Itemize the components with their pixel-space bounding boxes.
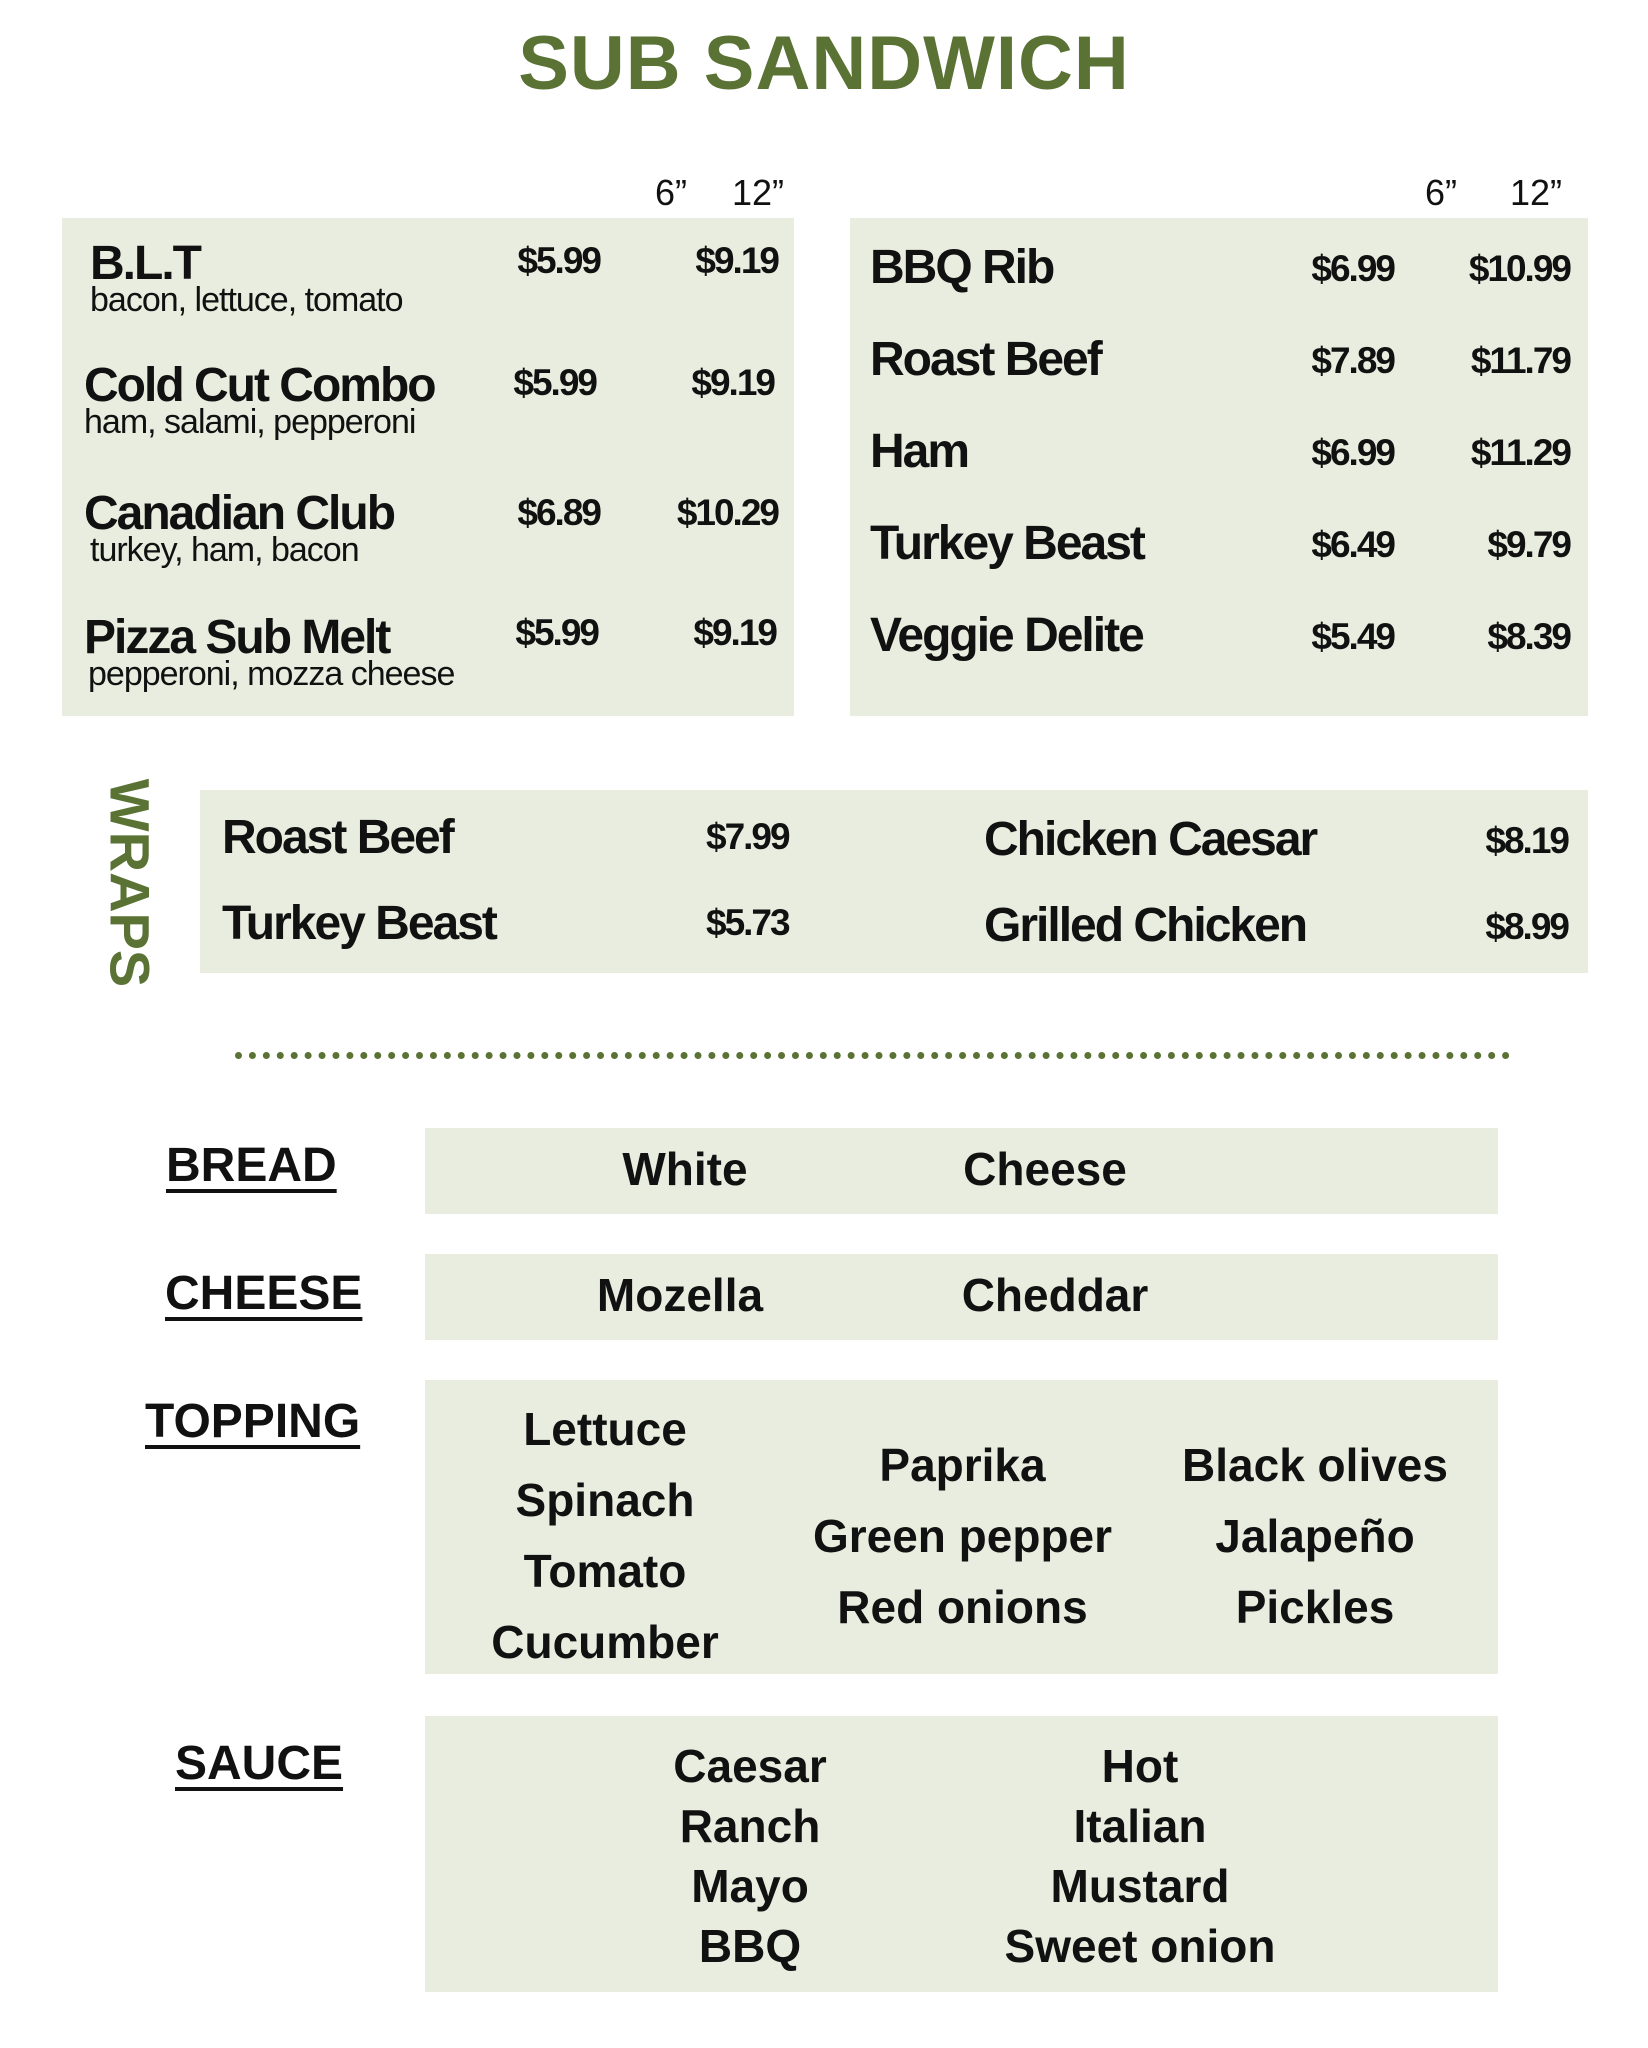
- sub-item-name: Veggie Delite: [870, 609, 1143, 662]
- price-6in: $6.99: [1311, 248, 1394, 289]
- price-12in: $9.19: [695, 240, 778, 281]
- topping-option: Red onions: [837, 1581, 1088, 1633]
- topping-option: Pickles: [1235, 1581, 1395, 1633]
- sub-item-desc: turkey, ham, bacon: [90, 531, 359, 569]
- topping-panel: [425, 1380, 1498, 1674]
- size-header-12in: 12”: [732, 172, 785, 213]
- price-12in: $10.29: [676, 492, 778, 533]
- sub-item-name: B.L.T: [90, 237, 200, 290]
- wrap-item-price: $7.99: [706, 816, 789, 857]
- sub-item: [84, 486, 394, 570]
- price-6in: $5.99: [515, 612, 598, 653]
- wrap-item-price: $8.99: [1485, 906, 1568, 947]
- wrap-item-name: Chicken Caesar: [984, 813, 1317, 866]
- wraps-label-text: WRAPS: [98, 778, 162, 988]
- price-6in: $5.49: [1311, 616, 1394, 657]
- sauce-option: Italian: [1073, 1800, 1207, 1852]
- wrap-item-name: Turkey Beast: [222, 897, 496, 950]
- sub-item-name: Pizza Sub Melt: [84, 611, 390, 664]
- topping-option: Black olives: [1182, 1439, 1448, 1491]
- wraps-label: [60, 778, 200, 988]
- sauce-panel: [425, 1716, 1498, 1992]
- topping-column-3: [1170, 1430, 1460, 1643]
- price-12in: $9.19: [691, 362, 774, 403]
- sub-item-desc: bacon, lettuce, tomato: [90, 281, 403, 319]
- topping-option: Paprika: [879, 1439, 1046, 1491]
- bread-label: BREAD: [166, 1139, 337, 1192]
- sub-item: [90, 236, 403, 320]
- sub-item-desc: ham, salami, pepperoni: [84, 403, 416, 441]
- subs-right-panel: [850, 218, 1588, 716]
- price-6in: $6.99: [1311, 432, 1394, 473]
- price-12in: $9.19: [693, 612, 776, 653]
- wrap-item-price: $5.73: [706, 902, 789, 943]
- dotted-divider: [235, 1052, 1510, 1059]
- page-title: SUB SANDWICH: [518, 21, 1130, 106]
- price-12in: $10.99: [1468, 248, 1570, 289]
- sub-item: [84, 610, 454, 694]
- sub-item-name: Roast Beef: [870, 333, 1101, 386]
- sauce-option: Mayo: [691, 1860, 809, 1912]
- price-6in: $6.89: [517, 492, 600, 533]
- topping-option: Green pepper: [812, 1510, 1113, 1562]
- cheese-label: CHEESE: [165, 1267, 363, 1320]
- wrap-item-price: $8.19: [1485, 820, 1568, 861]
- wraps-panel: [200, 790, 1588, 973]
- sauce-option: Ranch: [679, 1800, 821, 1852]
- topping-option: Tomato: [523, 1545, 687, 1597]
- sauce-option: Mustard: [1050, 1860, 1230, 1912]
- cheese-option: Cheddar: [961, 1269, 1149, 1321]
- topping-option: Jalapeño: [1215, 1510, 1415, 1562]
- topping-column-2: [800, 1430, 1125, 1643]
- cheese-option: Mozella: [596, 1269, 764, 1321]
- topping-option: Spinach: [515, 1474, 695, 1526]
- bread-option: White: [622, 1143, 748, 1195]
- topping-option: Cucumber: [491, 1616, 719, 1668]
- size-header-12in-right: 12”: [1510, 172, 1563, 213]
- sauce-label: SAUCE: [175, 1737, 344, 1790]
- price-6in: $7.89: [1311, 340, 1394, 381]
- sub-item-name: Canadian Club: [84, 487, 395, 540]
- price-6in: $6.49: [1311, 524, 1394, 565]
- price-12in: $8.39: [1487, 616, 1570, 657]
- topping-column-1: [480, 1394, 730, 1678]
- sub-item-name: Cold Cut Combo: [84, 359, 435, 412]
- sub-item: [84, 358, 435, 442]
- sub-item-desc: pepperoni, mozza cheese: [88, 655, 455, 693]
- sauce-option: Caesar: [673, 1740, 827, 1792]
- price-12in: $11.79: [1470, 340, 1570, 381]
- sub-item-name: BBQ Rib: [870, 241, 1054, 294]
- price-12in: $11.29: [1470, 432, 1570, 473]
- price-6in: $5.99: [517, 240, 600, 281]
- wrap-item-name: Roast Beef: [222, 811, 453, 864]
- sauce-option: Hot: [1101, 1740, 1179, 1792]
- sub-item-name: Ham: [870, 425, 969, 478]
- sauce-column-1: [650, 1736, 850, 1976]
- topping-label: TOPPING: [145, 1395, 361, 1448]
- topping-option: Lettuce: [523, 1403, 687, 1455]
- size-header-6in-right: 6”: [1425, 172, 1458, 213]
- cheese-panel: [425, 1254, 1498, 1340]
- sauce-option: BBQ: [698, 1920, 802, 1972]
- bread-panel: [425, 1128, 1498, 1214]
- sauce-option: Sweet onion: [1004, 1920, 1276, 1972]
- bread-option: Cheese: [963, 1143, 1127, 1195]
- wrap-item-name: Grilled Chicken: [984, 899, 1307, 952]
- sauce-column-2: [995, 1736, 1285, 1976]
- size-header-6in: 6”: [655, 172, 688, 213]
- price-6in: $5.99: [513, 362, 596, 403]
- sub-item-name: Turkey Beast: [870, 517, 1144, 570]
- subs-left-panel: [62, 218, 794, 716]
- price-12in: $9.79: [1487, 524, 1570, 565]
